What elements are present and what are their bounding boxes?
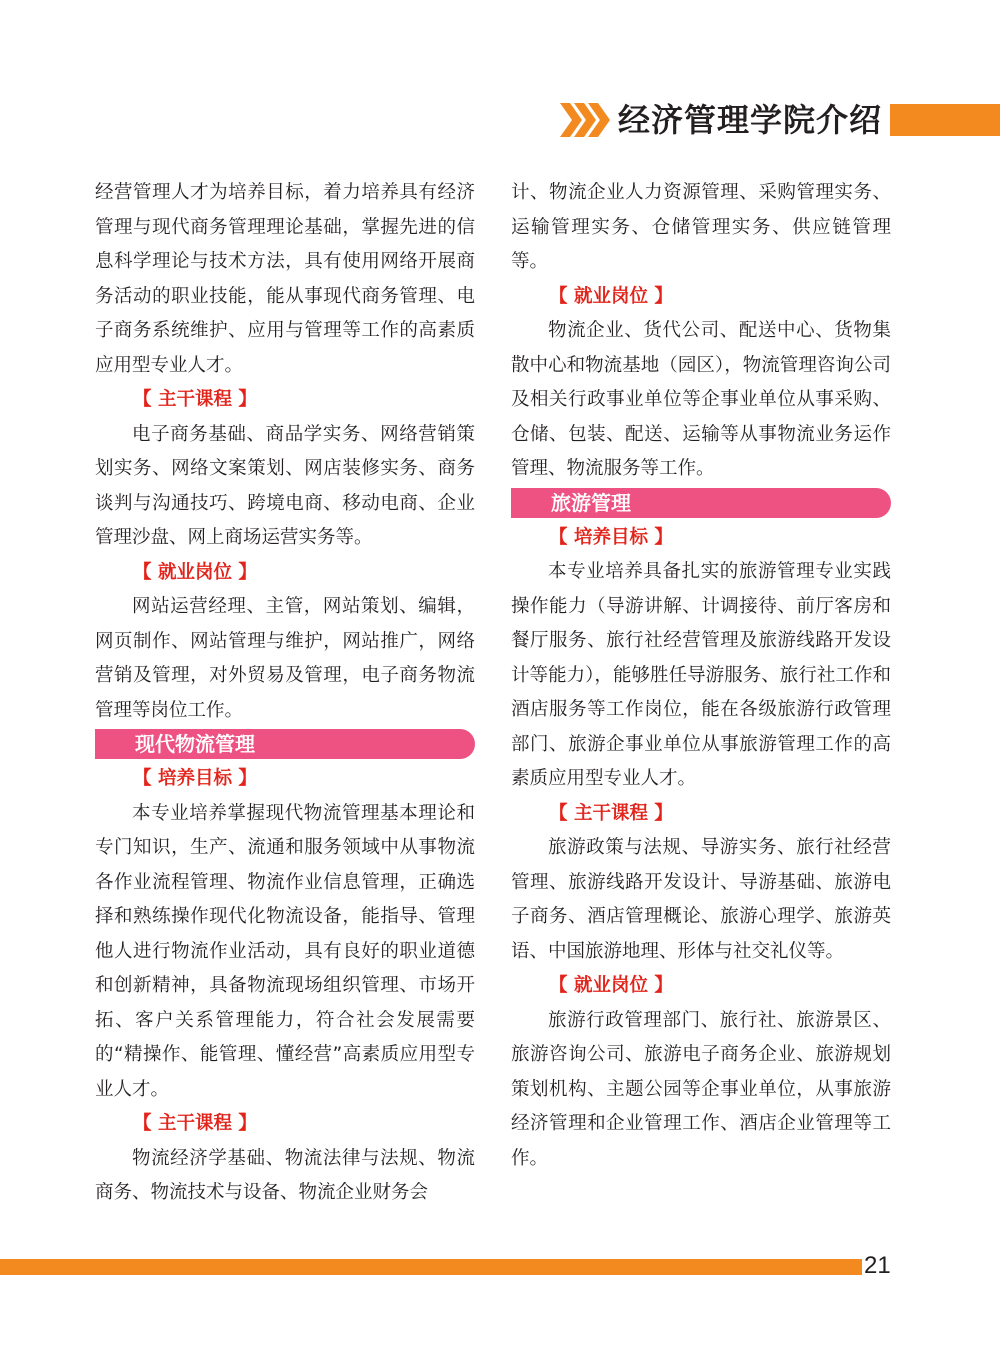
courses-label: 【 主干课程 】	[549, 802, 673, 824]
courses-text: 物流经济学基础、物流法律与法规、物流商务、物流技术与设备、物流企业财务会	[95, 1147, 475, 1203]
chevron-right-icon	[560, 103, 610, 137]
page-number: 21	[864, 1252, 891, 1279]
jobs-label: 【 就业岗位 】	[549, 285, 673, 307]
right-column	[511, 176, 891, 1176]
section-header-tourism	[511, 488, 891, 518]
jobs-label: 【 就业岗位 】	[133, 561, 257, 583]
courses-text: 旅游政策与法规、导游实务、旅行社经营管理、旅游线路开发设计、导游基础、旅游电子商务、酒店管理概论、旅游心理学、旅游英语、中国旅游地理、形体与社交礼仪等。	[511, 837, 891, 962]
footer-bar	[0, 1259, 862, 1275]
jobs-text: 网站运营经理、主管，网站策划、编辑，网页制作、网站管理与维护，网站推广，网络营销及管理，对外贸易及管理，电子商务物流管理等岗位工作。	[95, 596, 475, 721]
section-header-logistics	[95, 729, 475, 759]
left-column	[95, 176, 475, 1211]
courses-text: 电子商务基础、商品学实务、网络营销策划实务、网络文案策划、网店装修实务、商务谈判与沟通技巧、跨境电商、移动电商、企业管理沙盘、网上商场运营实务等。	[95, 423, 475, 548]
jobs-text: 物流企业、货代公司、配送中心、货物集散中心和物流基地（园区），物流管理咨询公司及相关行政事业单位等企事业单位从事采购、仓储、包装、配送、运输等从事物流业务运作管理、物流服务等工作。	[511, 320, 891, 479]
header-accent-bar	[890, 104, 1000, 136]
goal-text: 本专业培养掌握现代物流管理基本理论和专门知识，生产、流通和服务领域中从事物流各作业流程管理、物流作业信息管理，正确选择和熟练操作现代化物流设备，能指导、管理他人进行物流作业活动，具有良好的职业道德和创新精神，具备物流现场组织管理、市场开拓、客户关系管理能力，符合社会发展需要的“精操作、能管理、懂经营”高素质应用型专业人才。	[95, 802, 475, 1100]
jobs-label: 【 就业岗位 】	[549, 975, 673, 996]
courses-label: 【 主干课程 】	[133, 389, 257, 410]
section-title: 旅游管理	[551, 490, 631, 515]
jobs-text: 旅游行政管理部门、旅行社、旅游景区、旅游咨询公司、旅游电子商务企业、旅游规划策划机构、主题公园等企事业单位，从事旅游经济管理和企业管理工作、酒店企业管理等工作。	[511, 1009, 891, 1169]
page-header	[560, 96, 1000, 146]
courses-continued-text: 计、物流企业人力资源管理、采购管理实务、运输管理实务、仓储管理实务、供应链管理等。	[511, 182, 891, 272]
section-title: 现代物流管理	[135, 732, 255, 756]
goal-label: 【 培养目标 】	[133, 768, 257, 789]
page-title: 经济管理学院介绍	[618, 101, 883, 139]
intro-text: 经营管理人才为培养目标，着力培养具有经济管理与现代商务管理理论基础，掌握先进的信息科学理论与技术方法，具有使用网络开展商务活动的职业技能，能从事现代商务管理、电子商务系统维护、应用与管理等工作的高素质应用型专业人才。	[95, 182, 475, 376]
courses-label: 【 主干课程 】	[133, 1113, 257, 1134]
goal-label: 【 培养目标 】	[549, 526, 673, 548]
goal-text: 本专业培养具备扎实的旅游管理专业实践操作能力（导游讲解、计调接待、前厅客房和餐厅服务、旅行社经营管理及旅游线路开发设计等能力），能够胜任导游服务、旅行社工作和酒店服务等工作岗位，能在各级旅游行政管理部门、旅游企事业单位从事旅游管理工作的高素质应用型专业人才。	[511, 561, 891, 789]
